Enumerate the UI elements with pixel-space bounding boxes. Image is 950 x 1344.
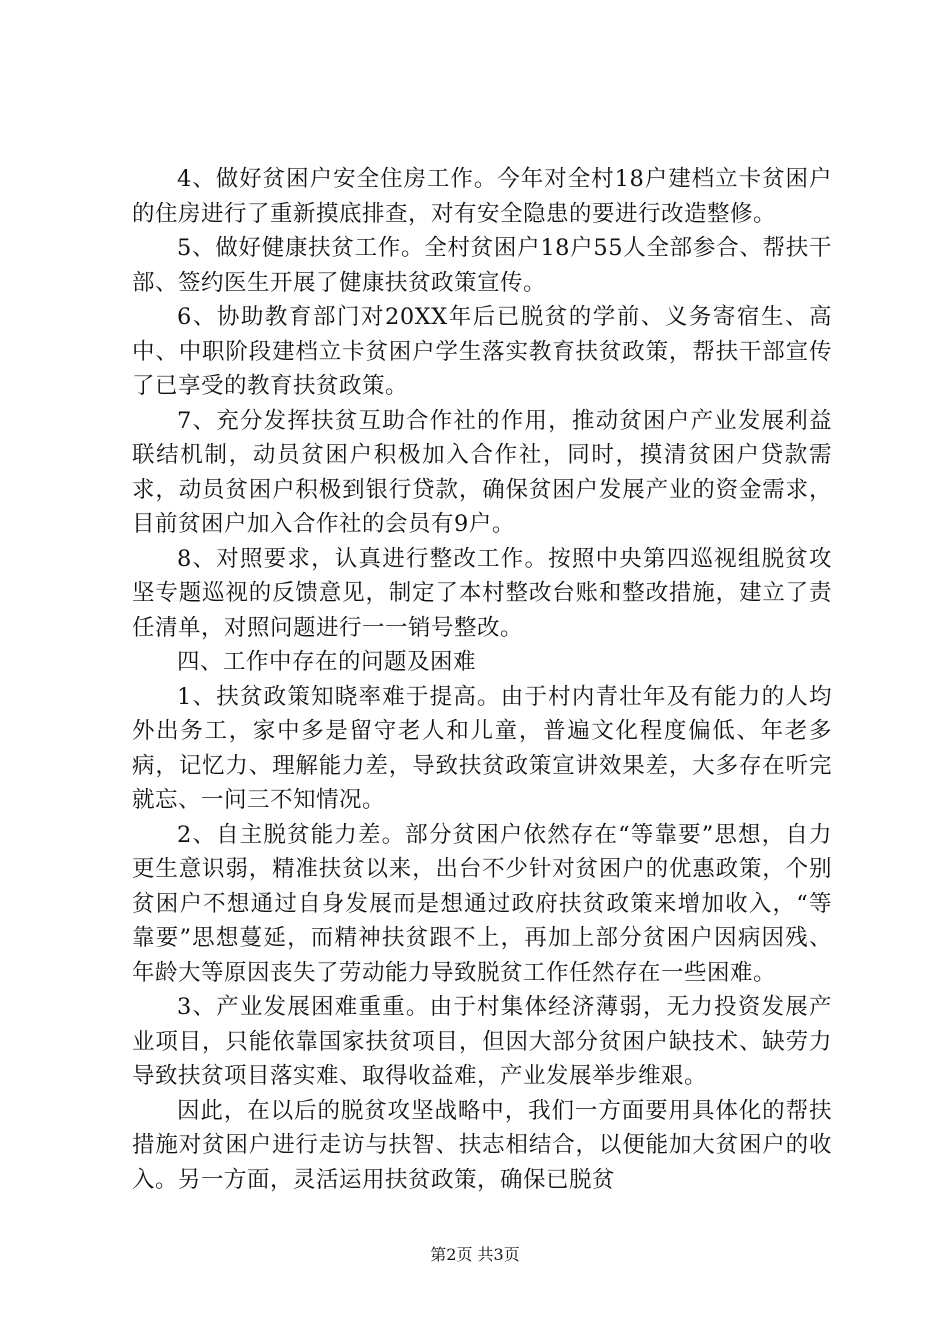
paragraph-conclusion: 因此，在以后的脱贫攻坚战略中，我们一方面要用具体化的帮扶措施对贫困户进行走访与扶智、扶志相结合，以便能加大贫困户的收入。另一方面，灵活运用扶贫政策，确保已脱贫	[132, 1097, 832, 1193]
document-body	[132, 162, 832, 1197]
paragraph-problem-industry: 3、产业发展困难重重。由于村集体经济薄弱，无力投资发展产业项目，只能依靠国家扶贫项目，但因大部分贫困户缺技术、缺劳力导致扶贫项目落实难、取得收益难，产业发展举步维艰。	[132, 994, 832, 1089]
page-number-footer: 第2页 共3页	[430, 1245, 520, 1264]
paragraph-problem-self-reliance: 2、自主脱贫能力差。部分贫困户依然存在“等靠要”思想，自力更生意识弱，精准扶贫以来，出台不少针对贫困户的优惠政策，个别贫困户不想通过自身发展而是想通过政府扶贫政策来增加收入，“等靠要”思想蔓延，而精神扶贫跟不上，再加上部分贫困户因病因残、年龄大等原因丧失了劳动能力导致脱贫工作任然存在一些困难。	[132, 821, 832, 986]
paragraph-problem-awareness: 1、扶贫政策知晓率难于提高。由于村内青壮年及有能力的人均外出务工，家中多是留守老人和儿童，普遍文化程度偏低、年老多病，记忆力、理解能力差，导致扶贫政策宣讲效果差，大多存在听完就忘、一问三不知情况。	[132, 683, 832, 813]
paragraph-health: 5、做好健康扶贫工作。全村贫困户18户55人全部参合、帮扶干部、签约医生开展了健康扶贫政策宣传。	[132, 235, 832, 296]
paragraph-education: 6、协助教育部门对20XX年后已脱贫的学前、义务寄宿生、高中、中职阶段建档立卡贫困户学生落实教育扶贫政策，帮扶干部宣传了已享受的教育扶贫政策。	[132, 304, 832, 399]
paragraph-cooperative: 7、充分发挥扶贫互助合作社的作用，推动贫困户产业发展利益联结机制，动员贫困户积极加入合作社，同时，摸清贫困户贷款需求，动员贫困户积极到银行贷款，确保贫困户发展产业的资金需求，目前贫困户加入合作社的会员有9户。	[132, 407, 832, 537]
section-heading-problems: 四、工作中存在的问题及困难	[177, 649, 477, 675]
paragraph-housing: 4、做好贫困户安全住房工作。今年对全村18户建档立卡贫困户的住房进行了重新摸底排查，对有安全隐患的要进行改造整修。	[132, 166, 832, 227]
paragraph-rectification: 8、对照要求，认真进行整改工作。按照中央第四巡视组脱贫攻坚专题巡视的反馈意见，制定了本村整改台账和整改措施，建立了责任清单，对照问题进行一一销号整改。	[132, 545, 832, 641]
